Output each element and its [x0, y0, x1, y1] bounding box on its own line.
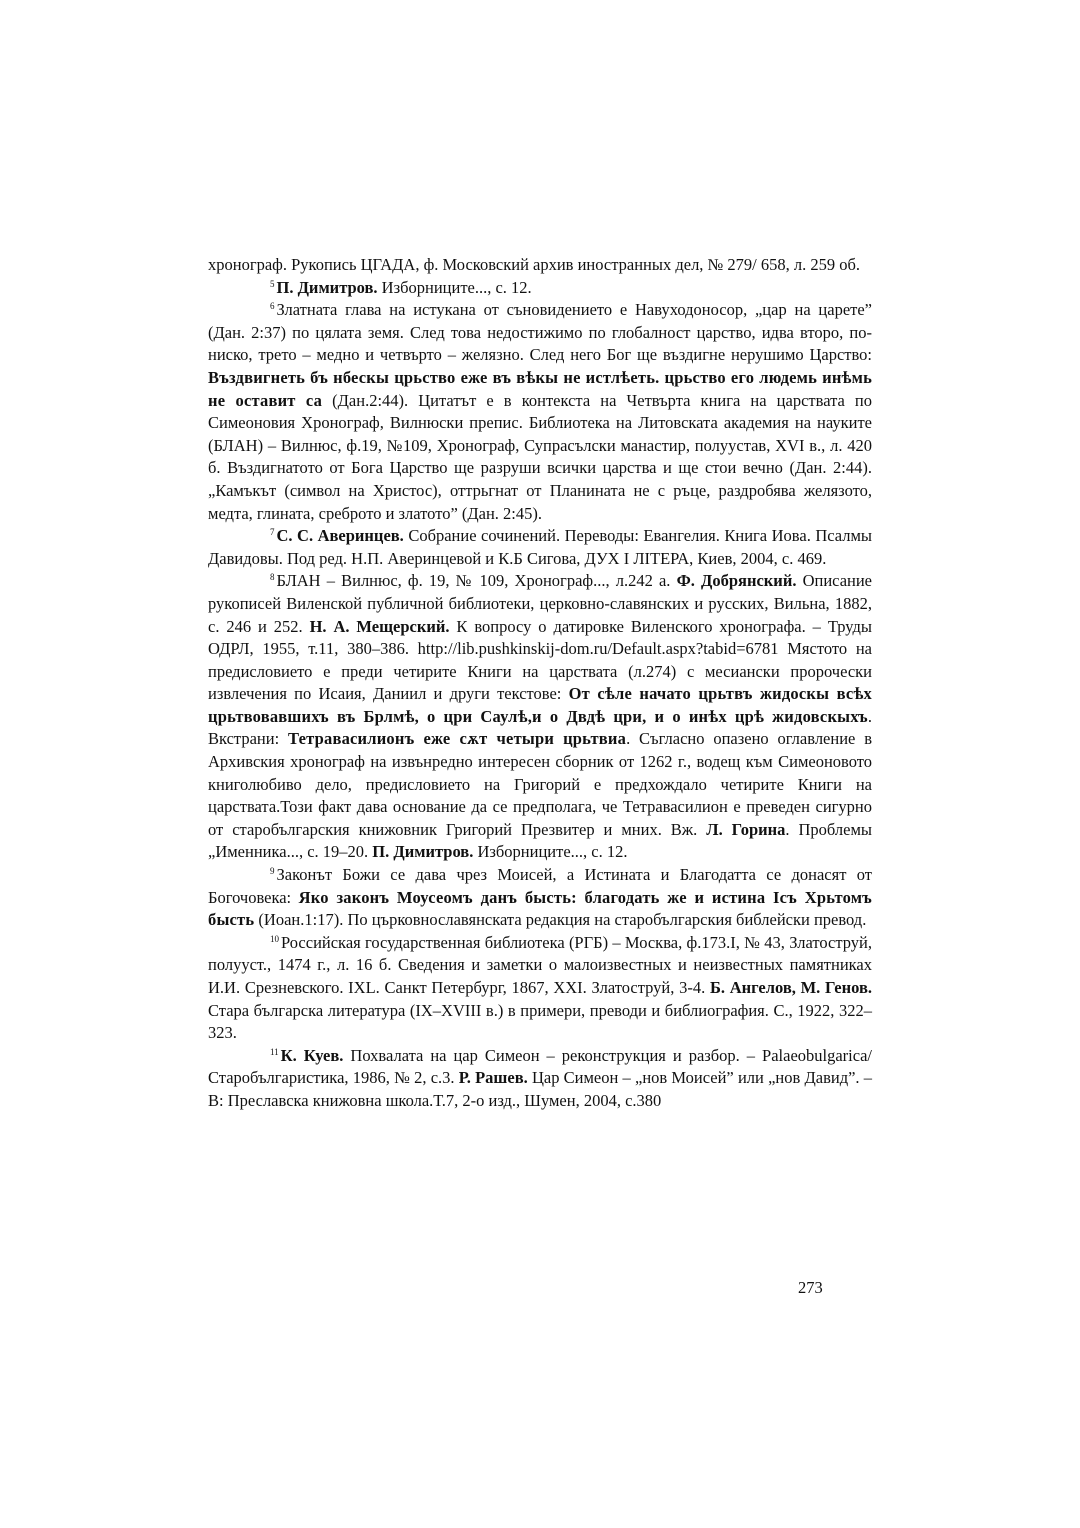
footnote-9: $^9$ Законът Божи се дава чрез Моисей, а Истината и Благодатта се донасят от Богочовека: Яко законъ Моусеомъ данъ бысть: благодать же и истина Ісъ Хрьтомъ бысть (Иоан.1:17). По църковнославянската редакция на старобългарския библейски превод.	[208, 865, 872, 930]
footnote-11: $^{11}$ К. Куев. Похвалата на цар Симеон – реконструкция и разбор. – Palaeobulgarica/ Старобългаристика, 1986, № 2, с.3. Р. Рашев. Цар Симеон – „нов Моисей” или „нов Давид”. – В: Преславска книжовна школа.Т.7, 2-о изд., Шумен, 2004, с.380	[208, 1045, 872, 1110]
author-name: П. Димитров.	[276, 277, 378, 297]
author-name: Л. Горина	[706, 819, 786, 839]
author-name: Б. Ангелов, М. Генов.	[709, 978, 872, 997]
footnote-8: $^8$ БЛАН – Вилнюс, ф. 19, № 109, Хронограф..., л.242 а. Ф. Добрянский. Описание рукописей Виленской публичной библиотеки, церковно-славянских и русских, Вильна, 1882, с. 246 и 252. Н. А. Мещерский. К вопросу о датировке Виленского хронографа. – Труды ОДРЛ, 1955, т.11, 380–386. http://lib.pushkinskij-dom.ru/Default.aspx?tabid=6781 Мястото на предисловието е преди четирите Книги на царствата (л.274) с месиански пророчески извлечения по Исаия, Даниил и други текстове: От сѣле начато црьтвъ жидоскы всѣх црьтвовавшихъ въ Брлмѣ, о цри Саулѣ,и о Двдѣ цри, и о инѣх црѣ жидовскыхъ. Вкстрани: Тетравасилионъ еже сѫт четыри црьтвиа. Съгласно опазено оглавление в Архивския хронограф на извънредно интересен сборник от 1262 г., водещ към Симеоновото книголюбиво дело, предисловието на Григорий е предхождало четирите Книги на царствата.Този факт дава основание да се предполага, че Тетравасилион е преведен сигурно от старобългарския книжовник Григорий Презвитер и мних. Вж. Л. Горина. Проблемы „Именника..., с. 19–20. П. Димитров. Изборниците..., с. 12.	[208, 571, 873, 862]
footnote-number: 11	[270, 1046, 279, 1057]
church-slavonic-quote: Въздвигнеть бъ нбескы црьство еже въ вѣкы не истлѣеть. црьство его людемь инѣмь не оставит са	[208, 367, 872, 410]
footnote-number: 5	[270, 278, 275, 289]
church-slavonic-quote: От сѣле начато црьтвъ жидоскы всѣх црьтвовавшихъ въ Брлмѣ, о цри Саулѣ,и о Двдѣ цри, и о инѣх црѣ жидовскыхъ	[208, 684, 873, 726]
footnote-5: $^5$ П. Димитров. Изборниците..., с. 12.	[270, 277, 532, 297]
author-name: Н. А. Мещерский.	[309, 616, 450, 636]
footnotes-block	[208, 254, 872, 1113]
footnote-number: 8	[270, 572, 275, 583]
author-name: Ф. Добрянский.	[676, 571, 797, 591]
footnote-number: 9	[270, 866, 275, 877]
page-number: 273	[798, 1278, 823, 1297]
footnote-continuation: хронограф. Рукопись ЦГАДА, ф. Московский архив иностранных дел, № 279/ 658, л. 259 об.	[208, 255, 861, 274]
author-name: К. Куев.	[280, 1045, 344, 1065]
author-name: Р. Рашев.	[458, 1068, 528, 1088]
footnote-number: 10	[270, 933, 279, 944]
footnote-6: $^6$ Златната глава на истукана от съновидението е Навуходоносор, „цар на царете” (Дан. 2:37) по цялата земя. След това недостижимо по глобалност царство, идва второ, по-ниско, трето – медно и четвърто – желязно. След него Бог ще въздигне нерушимо Царство: Въздвигнеть бъ нбескы црьство еже въ вѣкы не истлѣеть. црьство его людемь инѣмь не оставит са (Дан.2:44). Цитатът е в контекста на Четвърта книга на царствата по Симеоновия Хронограф, Вилнюски препис. Библиотека на Литовската академия на науките (БЛАН) – Вилнюс, ф.19, №109, Хронограф, Супрасълски манастир, полуустав, XVI в., л. 420 б. Въздигнатото от Бога Царство ще разруши всички царства и ще стои вечно (Дан. 2:44). „Камъкът (символ на Христос), оттрьгнат от Планината не с ръце, раздробява желязото, медта, глината, среброто и златото” (Дан. 2:45).	[208, 300, 873, 523]
church-slavonic-quote: Тетравасилионъ еже сѫт четыри црьтвиа	[288, 729, 627, 749]
author-name: П. Димитров.	[372, 842, 474, 862]
footnote-number: 7	[270, 527, 275, 538]
author-name: С. С. Аверинцев.	[276, 526, 404, 546]
church-slavonic-quote: Яко законъ Моусеомъ данъ бысть: благодать же и истина Ісъ Хрьтомъ бысть	[208, 887, 872, 930]
footnote-7: $^7$ С. С. Аверинцев. Собрание сочинений. Переводы: Евангелия. Книга Иова. Псалмы Давидовы. Под ред. Н.П. Аверинцевой и К.Б Сигова, ДУХ I ЛIТЕРА, Киев, 2004, с. 469.	[208, 526, 873, 568]
footnote-10: $^{10}$ Российская государственная библиотека (РГБ) – Москва, ф.173.I, № 43, Златоструй, полууст., 1474 г., л. 16 б. Сведения и заметки о малоизвестных и неизвестных памятниках И.И. Срезневского. IXL. Санкт Петербург, 1867, XXI. Златоструй, 3-4. Б. Ангелов, М. Генов. Стара българска литература (IX–XVIII в.) в примери, преводи и библиография. С., 1922, 322–323.	[208, 932, 872, 1043]
footnote-number: 6	[270, 301, 275, 312]
